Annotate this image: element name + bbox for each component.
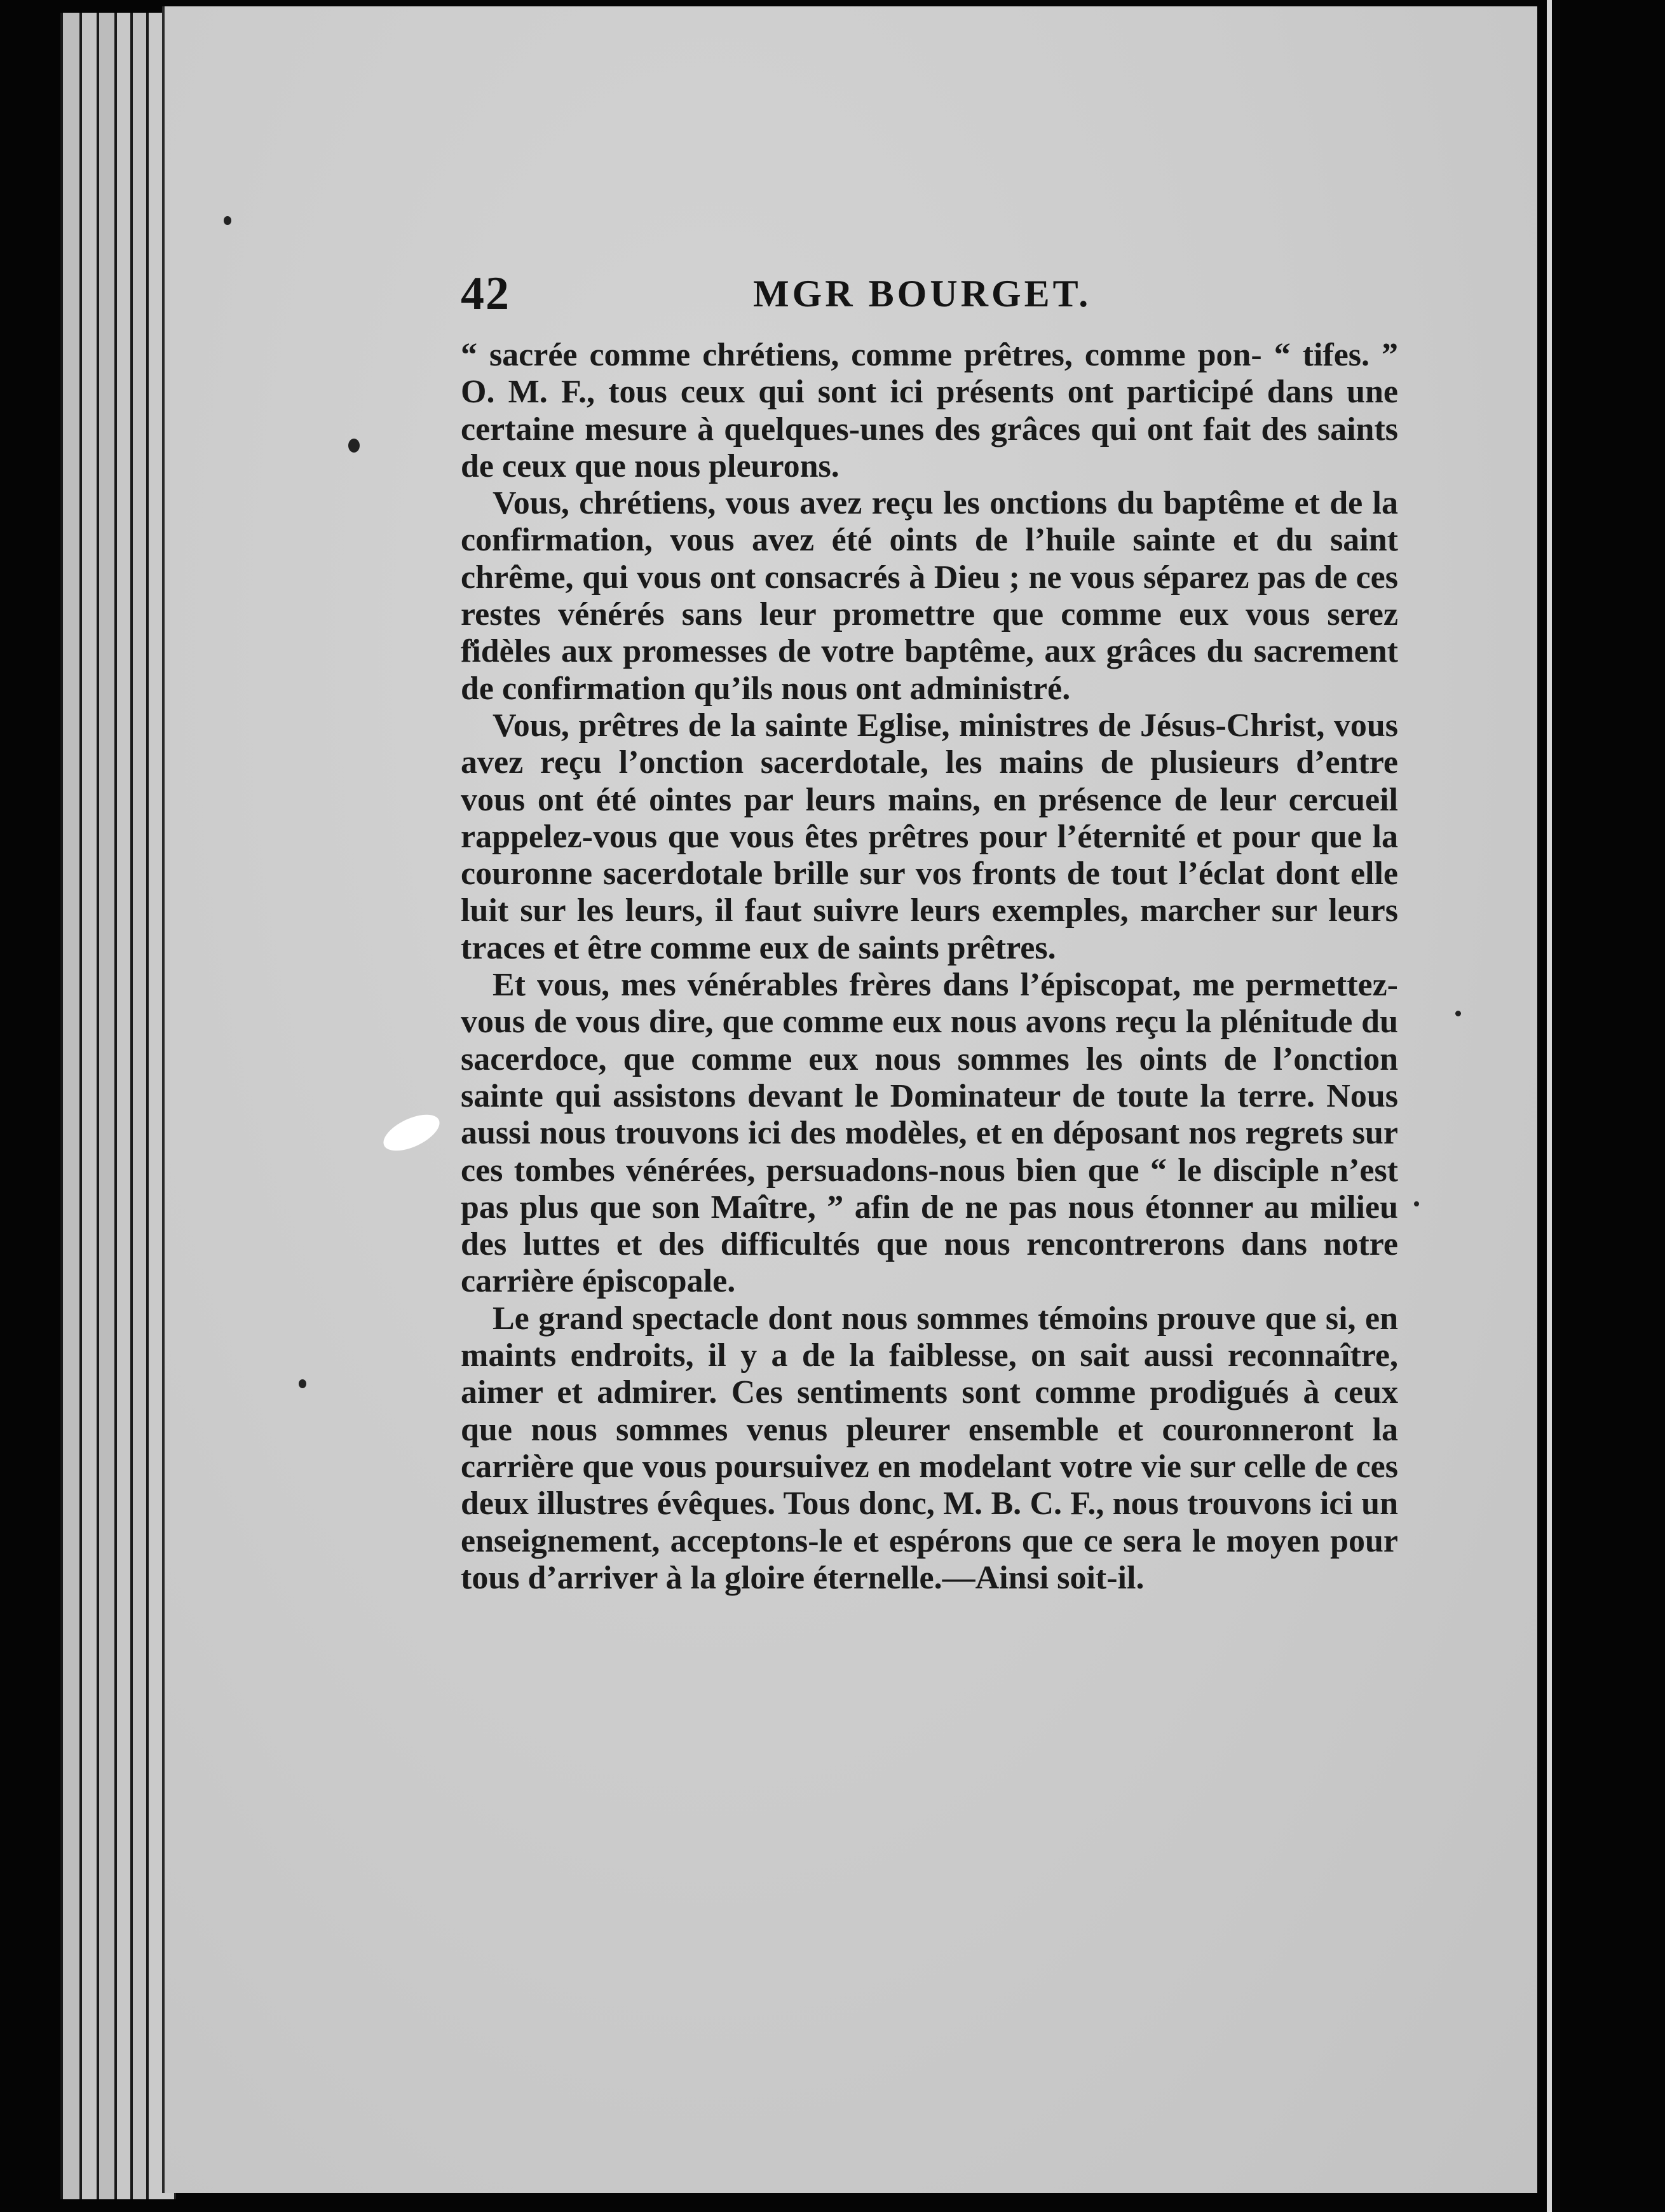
speck [224, 216, 231, 225]
paragraph: Vous, prêtres de la sainte Eglise, ministres de Jésus-Christ, vous avez reçu l’onction sacerdotale, les mains de plusieurs d’entre vous ont été ointes par leurs mains, en présence de leur cercueil rappelez-vous que vous êtes prêtres pour l’éternité et pour que la couronne sacerdotale brille sur vos fronts de tout l’éclat dont elle luit sur les leurs, il faut suivre leurs exemples, marcher sur leurs traces et être comme eux de saints prêtres. [461, 707, 1398, 966]
speck [348, 439, 360, 453]
page-number: 42 [461, 268, 510, 320]
paragraph: “ sacrée comme chrétiens, comme prêtres, comme pon- “ tifes. ” O. M. F., tous ceux qui sont ici présents ont participé dans une certaine mesure à quelques-unes des grâces qui ont fait des saints de ceux que nous pleurons. [461, 337, 1398, 484]
speck [299, 1379, 306, 1388]
body-text [461, 337, 1398, 1597]
paragraph: Le grand spectacle dont nous sommes témoins prouve que si, en maints endroits, il y a de la faiblesse, on sait aussi reconnaître, aimer et admirer. Ces sentiments sont comme prodigués à ceux que nous sommes venus pleurer ensemble et couronneront la carrière que vous poursuivez en modelant votre vie sur celle de ces deux illustres évêques. Tous donc, M. B. C. F., nous trouvons ici un enseignement, acceptons-le et espérons que ce sera le moyen pour tous d’arriver à la gloire éternelle.—Ainsi soit-il. [461, 1300, 1398, 1596]
running-title: MGR BOURGET. [753, 273, 1092, 315]
page-header [461, 267, 1398, 337]
page-text-block [461, 267, 1398, 1597]
speck [1455, 1011, 1461, 1016]
scan-border [1538, 0, 1665, 2212]
paragraph: Et vous, mes vénérables frères dans l’épiscopat, me permettez-vous de vous dire, que comme eux nous avons reçu la plénitude du sacerdoce, que comme eux nous sommes les oints de l’onction sainte qui assistons devant le Dominateur de toute la terre. Nous aussi nous trouvons ici des modèles, et en déposant nos regrets sur ces tombes vénérées, persuadons-nous bien que “ le disciple n’est pas plus que son Maître, ” afin de ne pas nous étonner au milieu des luttes et des difficultés que nous rencontrerons dans notre carrière épiscopale. [461, 967, 1398, 1300]
scan-border-line [1547, 0, 1552, 2212]
speck [1414, 1201, 1419, 1206]
paragraph: Vous, chrétiens, vous avez reçu les onctions du baptême et de la confirmation, vous avez été oints de l’huile sainte et du saint chrême, qui vous ont consacrés à Dieu ; ne vous séparez pas de ces restes vénérés sans leur promettre que comme eux vous serez fidèles aux promesses de votre baptême, aux grâces du sacrement de confirmation qu’ils nous ont administré. [461, 485, 1398, 707]
